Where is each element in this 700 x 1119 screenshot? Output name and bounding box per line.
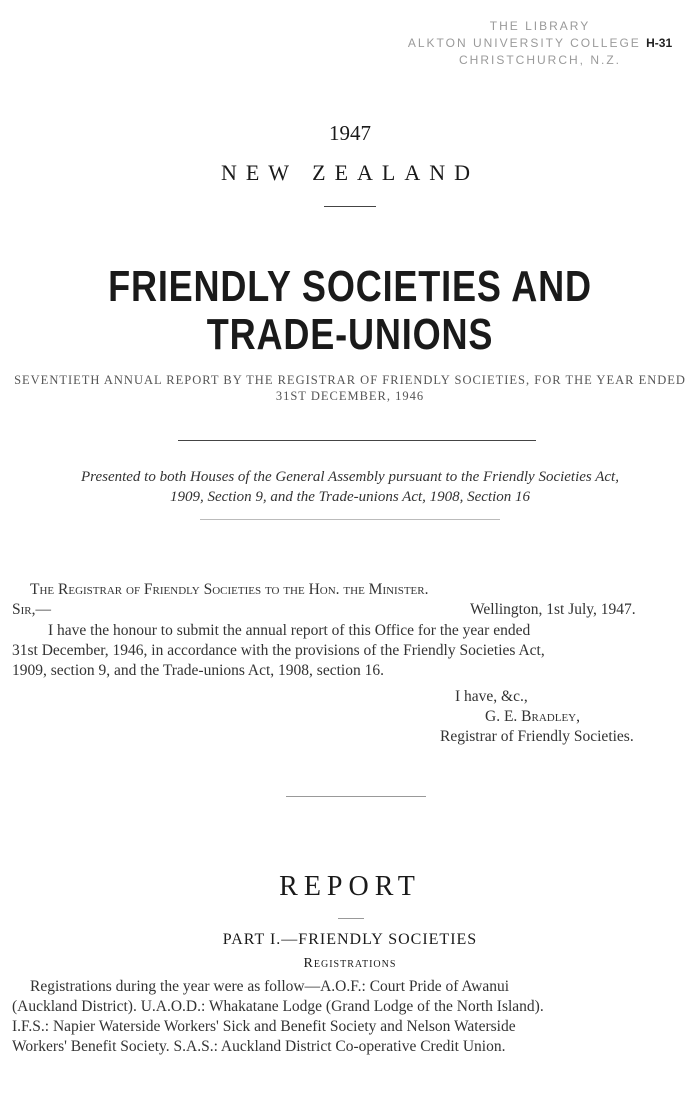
document-number: H-31	[646, 36, 673, 50]
presentation-line-1: Presented to both Houses of the General Assembly pursuant to the Friendly Societies Act,	[81, 469, 619, 485]
letter-place-date: Wellington, 1st July, 1947.	[470, 601, 636, 618]
report-heading: REPORT	[279, 871, 421, 902]
report-divider	[338, 918, 364, 919]
report-subtitle: SEVENTIETH ANNUAL REPORT BY THE REGISTRAR OF FRIENDLY SOCIETIES, FOR THE YEAR ENDED 31ST DECEMBER, 1946	[14, 373, 686, 403]
part-heading: PART I.—FRIENDLY SOCIETIES	[222, 931, 478, 948]
library-stamp	[395, 18, 685, 69]
presentation-line-2: 1909, Section 9, and the Trade-unions Act, 1908, Section 16	[169, 489, 531, 505]
stamp-line-1: THE LIBRARY	[489, 19, 591, 33]
presentation-note	[8, 467, 692, 507]
presentation-divider	[200, 519, 500, 520]
letter-address: The Registrar of Friendly Societies to the Hon. the Minister.	[30, 581, 429, 598]
letter-divider	[286, 796, 426, 797]
report-line-4: Workers' Benefit Society. S.A.S.: Auckland District Co-operative Credit Union.	[12, 1038, 506, 1055]
document-year: 1947	[329, 121, 371, 145]
letter-line-2: 31st December, 1946, in accordance with the provisions of the Friendly Societies Act,	[12, 642, 545, 659]
letter-line-3: 1909, section 9, and the Trade-unions Act, 1908, section 16.	[12, 662, 384, 679]
letter-line-1: I have the honour to submit the annual report of this Office for the year ended	[48, 622, 531, 639]
letter-closing: I have, &c.,	[455, 688, 528, 705]
report-line-1: Registrations during the year were as follow—A.O.F.: Court Pride of Awanui	[30, 978, 510, 995]
subtitle-divider	[178, 440, 536, 441]
title-line-1: FRIENDLY SOCIETIES AND	[108, 262, 592, 311]
report-line-3: I.F.S.: Napier Waterside Workers' Sick and Benefit Society and Nelson Waterside	[12, 1018, 516, 1035]
title-line-2: TRADE-UNIONS	[206, 310, 494, 359]
header-divider	[324, 206, 376, 207]
stamp-line-3: CHRISTCHURCH, N.Z.	[459, 53, 621, 67]
stamp-line-2: ALKTON UNIVERSITY COLLEGE H-31	[407, 36, 673, 50]
section-heading: Registrations	[303, 956, 397, 971]
country-heading: NEW ZEALAND	[220, 160, 480, 185]
letter-role: Registrar of Friendly Societies.	[440, 728, 634, 745]
report-line-2: (Auckland District). U.A.O.D.: Whakatane Lodge (Grand Lodge of the North Island).	[12, 998, 544, 1015]
letter-signatory: G. E. Bradley,	[485, 708, 580, 725]
letter-salutation: Sir,—	[12, 601, 51, 618]
